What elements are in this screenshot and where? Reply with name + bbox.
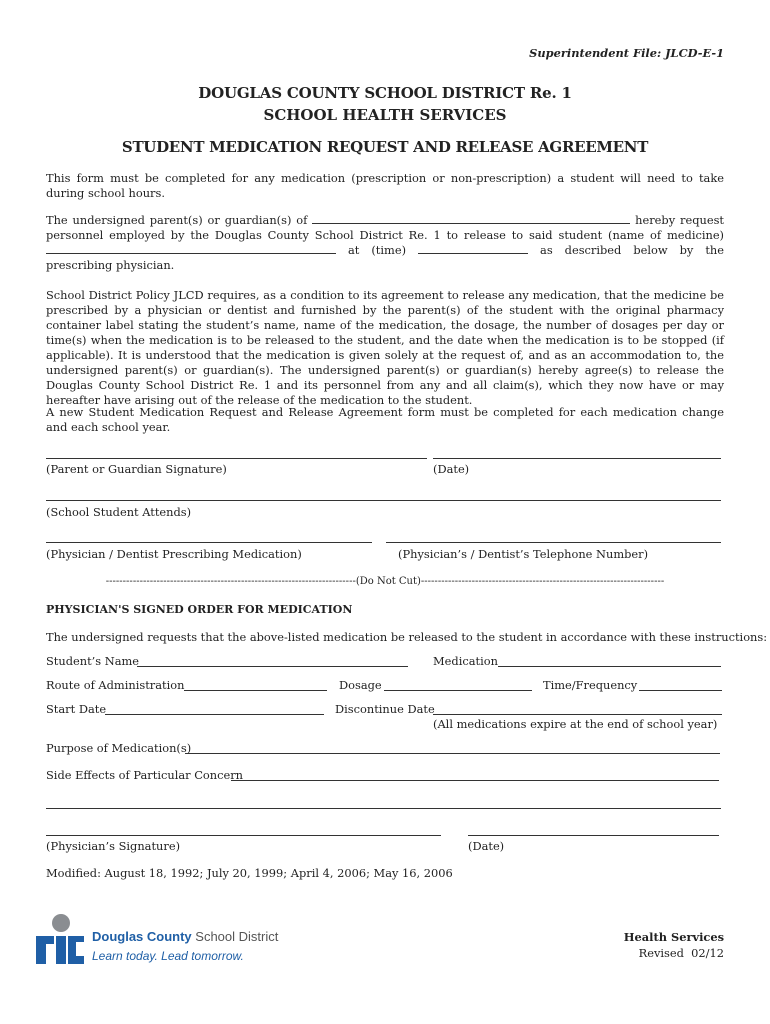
dosage-field[interactable] xyxy=(384,690,532,691)
extra-notes-line[interactable] xyxy=(46,808,721,809)
student-name-field[interactable] xyxy=(137,666,408,667)
request-text-2: hereby request personnel employed by the Douglas County School District Re. 1 to release to said student (name of medicine) xyxy=(46,213,724,242)
logo-tagline: Learn today. Lead tomorrow. xyxy=(92,949,244,963)
district-title: DOUGLAS COUNTY SCHOOL DISTRICT Re. 1 xyxy=(198,84,572,102)
do-not-cut-line: --------------------------------------------------------------------------(Do Not Cut)------------------------------------------------------------------------ xyxy=(105,576,665,587)
parent-signature-line[interactable] xyxy=(46,458,427,459)
physician-date-label: (Date) xyxy=(468,839,505,853)
modified-dates: Modified: August 18, 1992; July 20, 1999; April 4, 2006; May 16, 2006 xyxy=(46,866,453,880)
physician-date-line[interactable] xyxy=(468,835,719,836)
request-paragraph xyxy=(46,213,724,273)
physician-signature-line[interactable] xyxy=(46,835,441,836)
medication-label: Medication xyxy=(433,654,498,668)
policy-paragraph: School District Policy JLCD requires, as a condition to its agreement to release any medication, that the medicine be prescribed by a physician or dentist and furnished by the parent(s) of the student with the original pharmacy container label stating the student’s name, name of the medication, the dosage, the number of dosages per day or time(s) when the medication is to be released to the student, and the date when the medication is to be stopped (if applicable). It is understood that the medication is given solely at the request of, and as an accommodation to, the undersigned parent(s) or guardian(s). The undersigned parent(s) or guardian(s) hereby agree(s) to release the Douglas County School District Re. 1 and its personnel from any and all claim(s), which they now have or may hereafter have arising out of the release of the medication to the student. xyxy=(46,288,724,407)
school-label: (School Student Attends) xyxy=(46,505,192,519)
discontinue-date-field[interactable] xyxy=(433,714,722,715)
side-effects-field[interactable] xyxy=(231,780,719,781)
discontinue-date-label: Discontinue Date xyxy=(335,702,435,716)
parent-date-label: (Date) xyxy=(433,462,470,476)
dosage-label: Dosage xyxy=(339,678,382,692)
logo-name xyxy=(92,929,278,944)
physician-phone-line[interactable] xyxy=(386,542,721,543)
school-line[interactable] xyxy=(46,500,721,501)
footer-department: Health Services xyxy=(623,930,724,944)
medication-field[interactable] xyxy=(498,666,721,667)
route-field[interactable] xyxy=(184,690,327,691)
logo-name-bold: Douglas County xyxy=(92,929,192,944)
purpose-field[interactable] xyxy=(185,753,720,754)
student-name-label: Student’s Name xyxy=(46,654,140,668)
form-title: STUDENT MEDICATION REQUEST AND RELEASE AGREEMENT xyxy=(121,138,649,156)
side-effects-label: Side Effects of Particular Concern xyxy=(46,768,243,782)
time-frequency-label: Time/Frequency xyxy=(543,678,638,692)
footer-revised: Revised 02/12 xyxy=(638,946,724,960)
parent-date-line[interactable] xyxy=(433,458,721,459)
order-heading: PHYSICIAN'S SIGNED ORDER FOR MEDICATION xyxy=(46,603,353,616)
physician-signature-label: (Physician’s Signature) xyxy=(46,839,181,853)
intro-paragraph: This form must be completed for any medication (prescription or non-prescription) a student will need to take during school hours. xyxy=(46,171,724,200)
request-text-1: The undersigned parent(s) or guardian(s) of xyxy=(46,213,308,227)
student-name-blank[interactable] xyxy=(312,213,630,224)
file-reference: Superintendent File: JLCD-E-1 xyxy=(529,46,724,60)
parent-signature-label: (Parent or Guardian Signature) xyxy=(46,462,227,476)
start-date-label: Start Date xyxy=(46,702,107,716)
order-instructions: The undersigned requests that the above-listed medication be released to the student in accordance with these instructions: xyxy=(46,630,768,644)
department-title: SCHOOL HEALTH SERVICES xyxy=(263,106,507,124)
physician-prescribing-line[interactable] xyxy=(46,542,372,543)
request-text-4: as described below by the prescribing physician. xyxy=(46,243,724,272)
start-date-field[interactable] xyxy=(105,714,324,715)
time-frequency-field[interactable] xyxy=(639,690,722,691)
physician-prescribing-label: (Physician / Dentist Prescribing Medication) xyxy=(46,547,302,561)
medicine-name-blank[interactable] xyxy=(46,243,336,254)
expire-note: (All medications expire at the end of school year) xyxy=(433,717,718,731)
route-label: Route of Administration xyxy=(46,678,185,692)
request-text-3: at (time) xyxy=(348,243,407,257)
purpose-label: Purpose of Medication(s) xyxy=(46,741,192,755)
logo-name-rest: School District xyxy=(191,929,279,944)
new-form-note: A new Student Medication Request and Release Agreement form must be completed for each medication change and each school year. xyxy=(46,405,724,434)
time-blank[interactable] xyxy=(418,243,528,254)
district-logo-icon xyxy=(34,912,86,968)
physician-phone-label: (Physician’s / Dentist’s Telephone Number) xyxy=(398,547,649,561)
district-logo xyxy=(34,912,294,972)
